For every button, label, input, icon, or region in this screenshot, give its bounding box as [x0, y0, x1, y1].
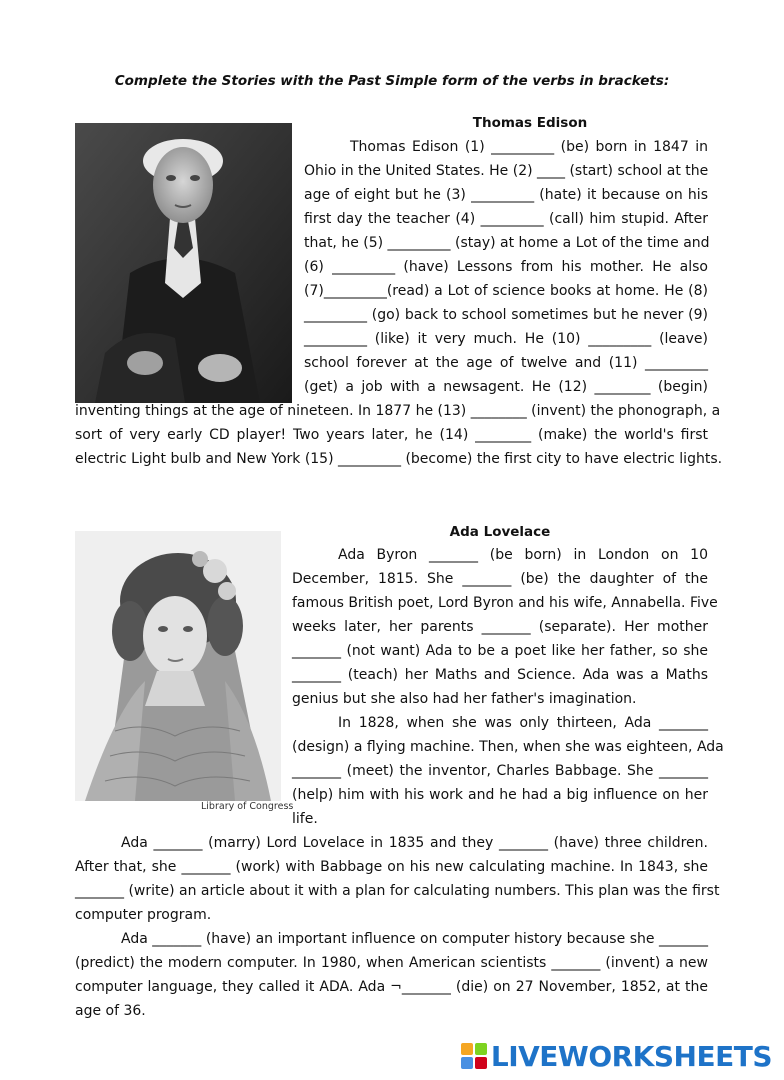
edison-line: sort of very early CD player! Two years later, he (14) ________ (make) the world's first: [75, 427, 708, 443]
edison-title: Thomas Edison: [472, 115, 588, 131]
ada-line: genius but she also had her father's imagination.: [292, 691, 637, 707]
ada-title: Ada Lovelace: [449, 524, 551, 540]
ada-line: (help) him with his work and he had a big influence on her: [292, 787, 708, 803]
ada-line: life.: [292, 811, 318, 827]
edison-line: (get) a job with a newsagent. He (12) ________ (begin): [304, 379, 708, 395]
ada-line: computer language, they called it ADA. Ada ¬_______ (die) on 27 November, 1852, at the: [75, 979, 708, 995]
edison-line: inventing things at the age of nineteen. In 1877 he (13) ________ (invent) the phonograph, a: [75, 403, 721, 419]
instructions: Complete the Stories with the Past Simple form of the verbs in brackets:: [114, 73, 670, 89]
ada-photo: [75, 531, 281, 801]
edison-line: _________ (like) it very much. He (10) _________ (leave): [304, 331, 708, 347]
ada-line: _______ (meet) the inventor, Charles Babbage. She _______: [292, 763, 708, 779]
ada-line: (predict) the modern computer. In 1980, when American scientists _______ (invent) a new: [75, 955, 708, 971]
edison-line: school forever at the age of twelve and (11) _________: [304, 355, 708, 371]
edison-line: electric Light bulb and New York (15) _________ (become) the first city to have electric lights.: [75, 451, 723, 467]
ada-line: weeks later, her parents _______ (separate). Her mother: [292, 619, 708, 635]
ada-line: Ada _______ (marry) Lord Lovelace in 1835 and they _______ (have) three children.: [121, 835, 708, 851]
ada-line: After that, she _______ (work) with Babbage on his new calculating machine. In 1843, she: [75, 859, 708, 875]
ada-line: (design) a flying machine. Then, when she was eighteen, Ada: [292, 739, 724, 755]
photo-caption: Library of Congress: [201, 801, 294, 812]
edison-line: _________ (go) back to school sometimes but he never (9): [304, 307, 708, 323]
edison-line: that, he (5) _________ (stay) at home a Lot of the time and: [304, 235, 710, 251]
ada-portrait-image: [75, 531, 281, 801]
ada-line: famous British poet, Lord Byron and his wife, Annabella. Five: [292, 595, 718, 611]
ada-line: _______ (not want) Ada to be a poet like her father, so she: [292, 643, 708, 659]
ada-line: Ada _______ (have) an important influence on computer history because she _______: [121, 931, 708, 947]
logo-text: LIVEWORKSHEETS: [490, 1039, 772, 1073]
ada-line: December, 1815. She _______ (be) the daughter of the: [292, 571, 708, 587]
ada-line: _______ (write) an article about it with a plan for calculating numbers. This plan was the first: [75, 883, 720, 899]
edison-line: age of eight but he (3) _________ (hate) it because on his: [304, 187, 708, 203]
ada-line: age of 36.: [75, 1003, 146, 1019]
liveworksheets-logo-icon: [461, 1043, 487, 1069]
edison-line: (6) _________ (have) Lessons from his mother. He also: [304, 259, 708, 275]
edison-line: Thomas Edison (1) _________ (be) born in 1847 in: [350, 139, 708, 155]
edison-line: Ohio in the United States. He (2) ____ (start) school at the: [304, 163, 709, 179]
liveworksheets-logo[interactable]: [461, 1041, 772, 1071]
edison-line: first day the teacher (4) _________ (call) him stupid. After: [304, 211, 708, 227]
edison-photo: [75, 123, 292, 403]
edison-portrait-image: [75, 123, 292, 403]
ada-line: Ada Byron _______ (be born) in London on 10: [338, 547, 708, 563]
ada-line: _______ (teach) her Maths and Science. Ada was a Maths: [292, 667, 708, 683]
ada-line: In 1828, when she was only thirteen, Ada _______: [338, 715, 708, 731]
edison-line: (7)_________(read) a Lot of science books at home. He (8): [304, 283, 708, 299]
ada-line: computer program.: [75, 907, 212, 923]
